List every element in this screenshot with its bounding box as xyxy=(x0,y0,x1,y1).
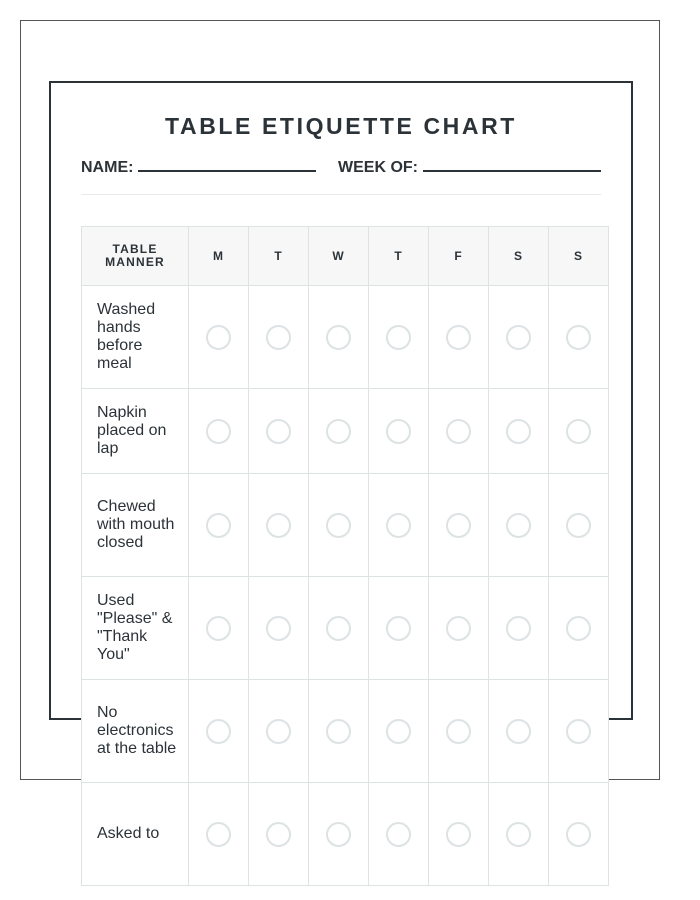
check-cell xyxy=(249,577,309,680)
check-cell xyxy=(189,680,249,783)
check-circle-icon[interactable] xyxy=(566,419,591,444)
day-header-tuesday: T xyxy=(249,227,309,286)
check-circle-icon[interactable] xyxy=(446,513,471,538)
check-circle-icon[interactable] xyxy=(386,325,411,350)
check-cell xyxy=(369,783,429,886)
check-cell xyxy=(429,577,489,680)
check-cell xyxy=(309,286,369,389)
check-circle-icon[interactable] xyxy=(206,513,231,538)
day-header-saturday: S xyxy=(489,227,549,286)
check-cell xyxy=(429,783,489,886)
check-cell xyxy=(429,680,489,783)
check-cell xyxy=(549,286,609,389)
check-circle-icon[interactable] xyxy=(266,325,291,350)
check-cell xyxy=(369,286,429,389)
check-cell xyxy=(489,783,549,886)
check-cell xyxy=(249,286,309,389)
check-circle-icon[interactable] xyxy=(566,325,591,350)
check-circle-icon[interactable] xyxy=(266,513,291,538)
manner-label: Asked to xyxy=(82,783,189,886)
manner-label: Napkin placed on lap xyxy=(82,389,189,474)
check-cell xyxy=(549,389,609,474)
manner-header-line2: MANNER xyxy=(105,255,165,269)
check-circle-icon[interactable] xyxy=(446,419,471,444)
check-circle-icon[interactable] xyxy=(506,513,531,538)
table-body xyxy=(82,286,609,886)
check-cell xyxy=(309,389,369,474)
check-cell xyxy=(309,577,369,680)
check-circle-icon[interactable] xyxy=(386,616,411,641)
day-header-thursday: T xyxy=(369,227,429,286)
check-cell xyxy=(189,474,249,577)
check-circle-icon[interactable] xyxy=(266,616,291,641)
table-row xyxy=(82,577,609,680)
table-row xyxy=(82,783,609,886)
check-cell xyxy=(369,680,429,783)
check-circle-icon[interactable] xyxy=(566,616,591,641)
check-circle-icon[interactable] xyxy=(566,513,591,538)
check-cell xyxy=(489,474,549,577)
check-circle-icon[interactable] xyxy=(206,719,231,744)
check-circle-icon[interactable] xyxy=(386,719,411,744)
check-circle-icon[interactable] xyxy=(566,822,591,847)
table-row xyxy=(82,389,609,474)
check-circle-icon[interactable] xyxy=(506,616,531,641)
check-circle-icon[interactable] xyxy=(386,513,411,538)
check-cell xyxy=(309,474,369,577)
manner-label: Used "Please" & "Thank You" xyxy=(82,577,189,680)
check-circle-icon[interactable] xyxy=(386,822,411,847)
check-circle-icon[interactable] xyxy=(326,719,351,744)
check-cell xyxy=(369,389,429,474)
check-circle-icon[interactable] xyxy=(446,719,471,744)
check-cell xyxy=(249,474,309,577)
check-circle-icon[interactable] xyxy=(506,719,531,744)
check-cell xyxy=(489,389,549,474)
check-circle-icon[interactable] xyxy=(206,616,231,641)
check-circle-icon[interactable] xyxy=(446,616,471,641)
table-row xyxy=(82,286,609,389)
header-divider xyxy=(81,194,601,195)
manner-label: No electronics at the table xyxy=(82,680,189,783)
check-cell xyxy=(249,783,309,886)
day-header-wednesday: W xyxy=(309,227,369,286)
check-cell xyxy=(189,389,249,474)
check-cell xyxy=(429,474,489,577)
check-circle-icon[interactable] xyxy=(206,419,231,444)
check-cell xyxy=(489,286,549,389)
week-field xyxy=(338,156,601,177)
check-cell xyxy=(429,286,489,389)
week-label: WEEK OF: xyxy=(338,159,418,176)
check-cell xyxy=(489,577,549,680)
check-cell xyxy=(369,577,429,680)
manner-column-header xyxy=(82,227,189,286)
check-cell xyxy=(429,389,489,474)
table-header-row xyxy=(82,227,609,286)
day-header-monday: M xyxy=(189,227,249,286)
check-cell xyxy=(549,577,609,680)
table-row xyxy=(82,474,609,577)
check-circle-icon[interactable] xyxy=(326,822,351,847)
check-cell xyxy=(249,680,309,783)
check-cell xyxy=(189,286,249,389)
check-circle-icon[interactable] xyxy=(266,719,291,744)
check-circle-icon[interactable] xyxy=(326,419,351,444)
check-circle-icon[interactable] xyxy=(266,822,291,847)
day-header-friday: F xyxy=(429,227,489,286)
chart-title: TABLE ETIQUETTE CHART xyxy=(165,113,517,139)
check-circle-icon[interactable] xyxy=(566,719,591,744)
week-blank-line[interactable] xyxy=(423,156,601,172)
check-cell xyxy=(189,783,249,886)
check-circle-icon[interactable] xyxy=(326,616,351,641)
check-cell xyxy=(309,680,369,783)
check-circle-icon[interactable] xyxy=(326,513,351,538)
manner-label: Washed hands before meal xyxy=(82,286,189,389)
etiquette-table xyxy=(81,226,609,886)
check-cell xyxy=(369,474,429,577)
check-cell xyxy=(309,783,369,886)
day-header-sunday: S xyxy=(549,227,609,286)
check-cell xyxy=(549,474,609,577)
check-circle-icon[interactable] xyxy=(326,325,351,350)
check-circle-icon[interactable] xyxy=(506,822,531,847)
chart-card xyxy=(49,81,633,842)
manner-label: Chewed with mouth closed xyxy=(82,474,189,577)
check-circle-icon[interactable] xyxy=(446,325,471,350)
name-blank-line[interactable] xyxy=(138,156,316,172)
check-cell xyxy=(249,389,309,474)
name-label: NAME: xyxy=(81,159,134,176)
table-row xyxy=(82,680,609,783)
check-circle-icon[interactable] xyxy=(506,325,531,350)
manner-header-line1: TABLE xyxy=(112,242,158,256)
check-circle-icon[interactable] xyxy=(506,419,531,444)
name-field xyxy=(81,156,316,177)
check-circle-icon[interactable] xyxy=(446,822,471,847)
check-cell xyxy=(489,680,549,783)
check-cell xyxy=(189,577,249,680)
check-circle-icon[interactable] xyxy=(386,419,411,444)
check-cell xyxy=(549,783,609,886)
check-circle-icon[interactable] xyxy=(206,325,231,350)
check-circle-icon[interactable] xyxy=(206,822,231,847)
check-cell xyxy=(549,680,609,783)
check-circle-icon[interactable] xyxy=(266,419,291,444)
